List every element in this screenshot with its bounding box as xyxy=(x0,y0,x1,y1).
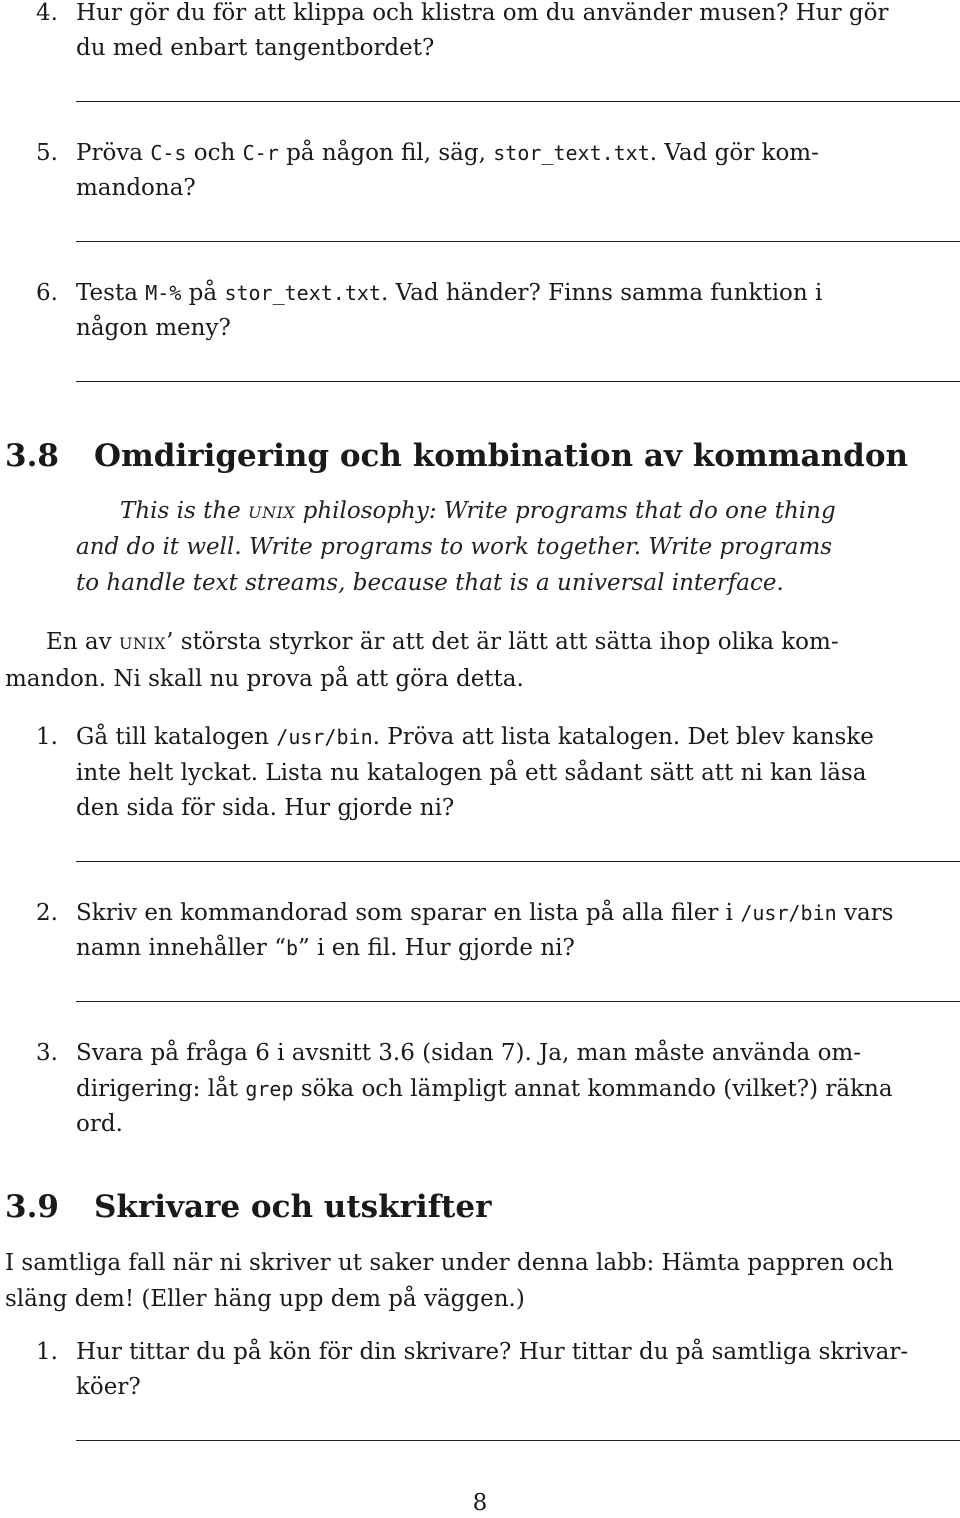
question-text-line: Skriv en kommandorad som sparar en lista på alla filer i /usr/bin vars xyxy=(76,900,894,926)
code-snippet: /usr/bin xyxy=(740,901,837,925)
code-snippet: b xyxy=(285,936,299,960)
paragraph-line: mandon. Ni skall nu prova på att göra detta. xyxy=(5,666,524,692)
page-number: 8 xyxy=(472,1490,488,1516)
question-number: 3. xyxy=(36,1040,58,1066)
section-title: Skrivare och utskrifter xyxy=(94,1189,492,1225)
unix-smallcaps: unix xyxy=(118,629,167,655)
question-text-line: Testa M-% på stor_text.txt. Vad händer? Finns samma funktion i xyxy=(76,280,823,306)
question-text-line: dirigering: låt grep söka och lämpligt annat kommando (vilket?) räkna xyxy=(76,1076,893,1102)
question-text-line: Pröva C-s och C-r på någon fil, säg, stor_text.txt. Vad gör kom- xyxy=(76,140,819,166)
code-snippet: grep xyxy=(245,1077,294,1101)
question-text-line: namn innehåller “b” i en fil. Hur gjorde ni? xyxy=(76,935,575,961)
question-text-line: ord. xyxy=(76,1111,123,1137)
question-text-line: Hur gör du för att klippa och klistra om du använder musen? Hur gör xyxy=(76,0,889,26)
unix-smallcaps: unix xyxy=(248,498,296,524)
answer-line xyxy=(76,1001,960,1002)
section-title: Omdirigering och kombination av kommandon xyxy=(94,438,909,474)
code-snippet: stor_text.txt xyxy=(493,141,650,165)
question-text-line: Gå till katalogen /usr/bin. Pröva att lista katalogen. Det blev kanske xyxy=(76,724,874,750)
question-text-line: du med enbart tangentbordet? xyxy=(76,35,435,61)
question-number: 1. xyxy=(36,1339,58,1365)
code-snippet: stor_text.txt xyxy=(224,281,381,305)
question-number: 5. xyxy=(36,140,58,166)
section-number: 3.8 xyxy=(5,438,59,474)
question-number: 2. xyxy=(36,900,58,926)
question-text-line: mandona? xyxy=(76,175,196,201)
quote-line: to handle text streams, because that is a universal interface. xyxy=(76,570,784,596)
section-number: 3.9 xyxy=(5,1189,59,1225)
answer-line xyxy=(76,381,960,382)
question-text-line: någon meny? xyxy=(76,315,231,341)
question-number: 6. xyxy=(36,280,58,306)
question-text-line: den sida för sida. Hur gjorde ni? xyxy=(76,795,455,821)
question-text-line: inte helt lyckat. Lista nu katalogen på ett sådant sätt att ni kan läsa xyxy=(76,760,867,786)
answer-line xyxy=(76,1440,960,1441)
question-text-line: Hur tittar du på kön för din skrivare? Hur tittar du på samtliga skrivar- xyxy=(76,1339,909,1365)
code-snippet: C-r xyxy=(242,141,279,165)
code-snippet: M-% xyxy=(145,281,182,305)
answer-line xyxy=(76,241,960,242)
paragraph-line: En av unix’ största styrkor är att det är lätt att sätta ihop olika kom- xyxy=(46,629,839,655)
answer-line xyxy=(76,101,960,102)
question-text-line: Svara på fråga 6 i avsnitt 3.6 (sidan 7). Ja, man måste använda om- xyxy=(76,1040,861,1066)
quote-line: and do it well. Write programs to work together. Write programs xyxy=(76,534,833,560)
question-number: 1. xyxy=(36,724,58,750)
question-number: 4. xyxy=(36,0,58,26)
answer-line xyxy=(76,861,960,862)
question-text-line: köer? xyxy=(76,1374,141,1400)
paragraph-line: I samtliga fall när ni skriver ut saker under denna labb: Hämta pappren och xyxy=(5,1250,894,1276)
paragraph-line: släng dem! (Eller häng upp dem på väggen.) xyxy=(5,1286,525,1312)
code-snippet: /usr/bin xyxy=(276,725,373,749)
quote-line: This is the unix philosophy: Write programs that do one thing xyxy=(120,498,836,524)
code-snippet: C-s xyxy=(150,141,187,165)
